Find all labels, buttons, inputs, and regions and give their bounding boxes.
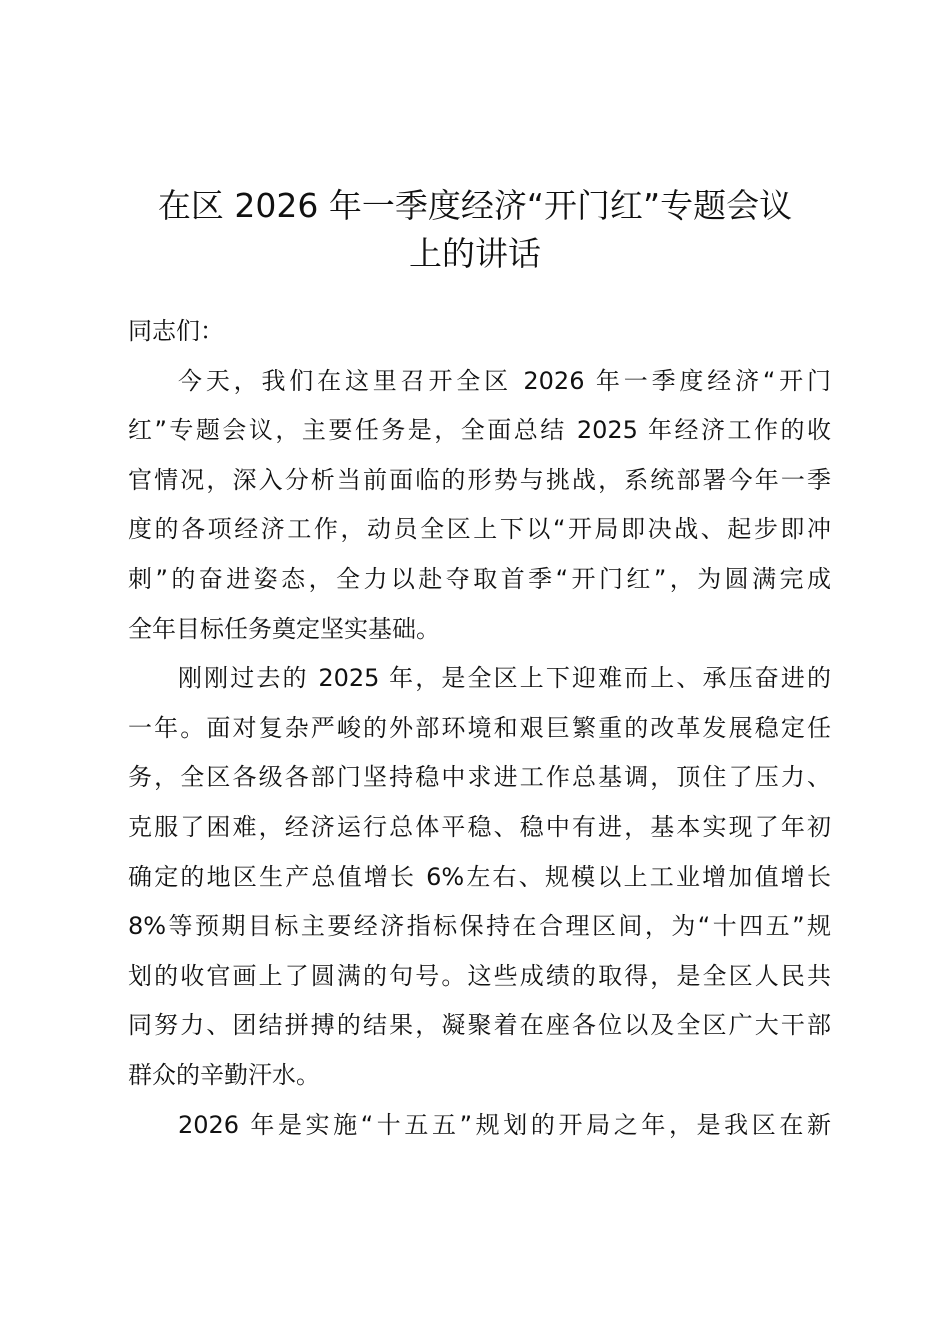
paragraph-line: 同努力、团结拼搏的结果，凝聚着在座各位以及全区广大干部 (128, 1011, 831, 1040)
title-line: 在区 2026 年一季度经济“开门红”专题会议 (157, 186, 793, 225)
paragraph (128, 1101, 831, 1151)
paragraph-line: 刺”的奋进姿态，全力以赴夺取首季“开门红”，为圆满完成 (128, 564, 831, 593)
paragraph-line: 划的收官画上了圆满的句号。这些成绩的取得，是全区人民共 (128, 961, 831, 990)
paragraph-line: 红”专题会议，主要任务是，全面总结 2025 年经济工作的收 (128, 416, 831, 445)
paragraph-line: 全年目标任务奠定坚实基础。 (128, 614, 440, 643)
paragraph-line: 务，全区各级各部门坚持稳中求进工作总基调，顶住了压力、 (128, 763, 831, 792)
paragraph (128, 654, 831, 1100)
paragraph-line: 群众的辛勤汗水。 (128, 1060, 320, 1089)
paragraphs (128, 357, 831, 1151)
paragraph-line: 一年。面对复杂严峻的外部环境和艰巨繁重的改革发展稳定任 (128, 713, 831, 742)
title-line: 上的讲话 (409, 234, 541, 273)
paragraph-line: 确定的地区生产总值增长 6%左右、规模以上工业增加值增长 (128, 862, 831, 891)
paragraph-line: 克服了困难，经济运行总体平稳、稳中有进，基本实现了年初 (128, 812, 831, 841)
paragraph-line: 2026 年是实施“十五五”规划的开局之年，是我区在新 (178, 1110, 831, 1139)
paragraph (128, 357, 831, 655)
paragraph-line: 刚刚过去的 2025 年，是全区上下迎难而上、承压奋进的 (178, 664, 831, 693)
document-body (128, 307, 831, 1150)
paragraph-line: 8%等预期目标主要经济指标保持在合理区间，为“十四五”规 (128, 912, 831, 941)
paragraph-line: 今天，我们在这里召开全区 2026 年一季度经济“开门 (178, 366, 831, 395)
paragraph-line: 官情况，深入分析当前面临的形势与挑战，系统部署今年一季 (128, 465, 831, 494)
salutation: 同志们： (128, 317, 224, 345)
document-title (100, 182, 850, 278)
paragraph-line: 度的各项经济工作，动员全区上下以“开局即决战、起步即冲 (128, 515, 831, 544)
